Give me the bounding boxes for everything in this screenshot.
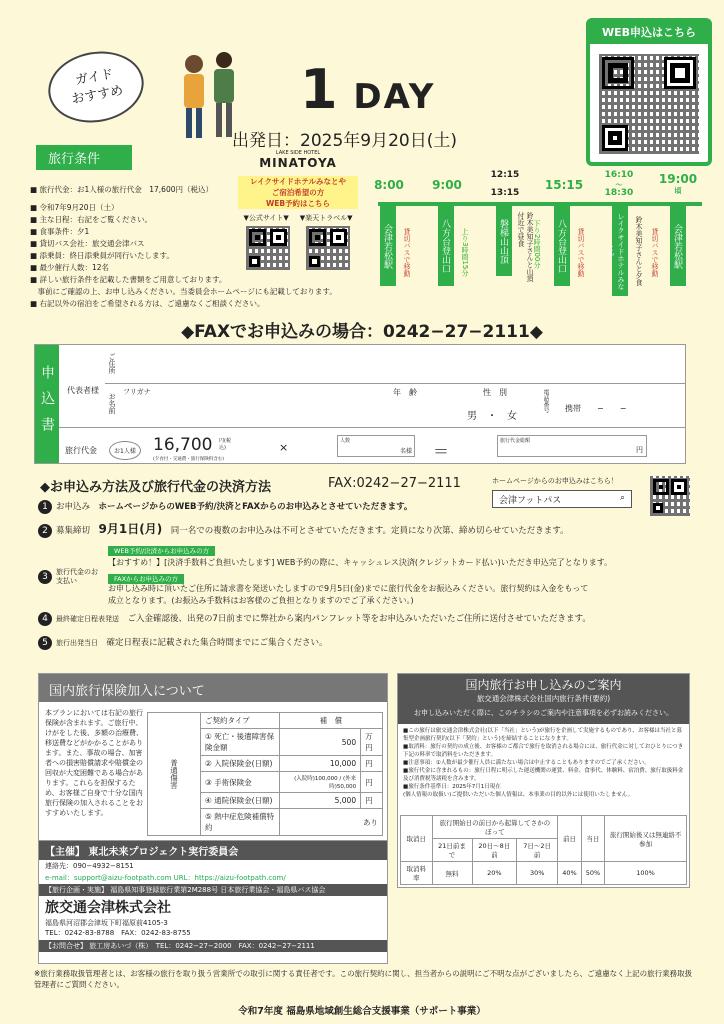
search-text: 会津フットパス (499, 496, 562, 506)
condition-item: ■ 食事条件：夕1 (30, 227, 90, 236)
price-yen: 円(税込) (219, 438, 231, 451)
insurance-table (147, 712, 383, 836)
notice-item: ■旅行代金に含まれるもの：旅行日程に明示した運送機関の運賃、料金、食事代、体験料、宿泊費、旅行取扱料金及び消費税等諸税を含みます。 (403, 768, 684, 782)
time-5: 16:10 (604, 170, 634, 180)
plan-label: 【旅行企画・実施】 (45, 886, 108, 894)
stop-2: 磐梯山山頂 (496, 206, 512, 276)
stop-1: 八方台登山口 (438, 206, 454, 286)
insurance-title: 国内旅行保険加入について (39, 674, 387, 702)
time-8: 19:00 (658, 172, 698, 186)
time-7: 18:30 (604, 188, 634, 198)
note-5: 鈴木美知子さんと夕食 (635, 216, 643, 286)
table-row: ④ 通院保険金(日額) 5,000 円 (148, 793, 383, 809)
notice-item: (個人情報の取扱い)ご提供いただいた個人情報は、本事業の目的以外には使用いたしません。 (403, 792, 634, 798)
condition-item: ■ 詳しい旅行条件を記載した書類をご用意しております。 (30, 275, 227, 284)
badge-line2: おすすめ (70, 83, 125, 108)
time-6: ～ (615, 181, 623, 189)
table-row: ① 死亡・後遺障害保険金額 500 万円 (148, 729, 383, 756)
method-row-3: 3 旅行代金のお支払い WEB予約/決済からお申込みの方 【おすすめ！】[決済手数料ご負担いたします] WEB予約の際に、キャッシュレス決済(クレジットカード払い)いただき申込完了となります。 FAXからお申込みの方 お申し込み時に頂いたご住所に請求書を発送いたしますので9月5日(金)までに旅行代金をお振込みください。旅行契約は入金をもって 成立となります。(お振込み手数料はお客様のご負担となりますのでご了承ください。) (38, 544, 638, 608)
hotel-name: MINATOYA (259, 156, 337, 170)
method-row-1: 1 お申込み ホームページからのWEB予約/決済とFAXからのお申込みとさせていただきます。 (38, 500, 638, 514)
hotel-h2: ご宿泊希望の方 (271, 188, 325, 197)
condition-item: ■ 貸切バス会社：旅交通会津バス (30, 239, 145, 248)
org-mail[interactable]: e-mail：support@aizu-footpath.com URL：https://aizu-footpath.com/ (45, 874, 286, 882)
ins-col1: ご契約タイプ (201, 713, 280, 729)
times-sign: × (279, 441, 289, 454)
r4-label: 最終確定日程表発送 (56, 615, 119, 623)
method-row-2: 2 募集締切 9月1日(月) 同一名での複数のお申込みは不可とさせていただきます。定員になり次第、締め切らせていただきます。 (38, 522, 638, 538)
condition-item: 事前にご確認の上、お申し込みください。当委員会ホームページにも記載しております。 (30, 287, 337, 296)
hotel-h1: レイクサイドホテルみなとや (249, 177, 347, 186)
condition-item: ■ 右記以外の宿泊をご希望される方は、ご遠慮なくご相談ください。 (30, 299, 265, 308)
r1-text: ホームページからのWEB予約/決済とFAXからのお申込みとさせていただきます。 (98, 502, 413, 512)
condition-item: ■ 主な日程：右記をご覧ください。 (30, 215, 152, 224)
fee-label: 旅行代金 (65, 446, 97, 455)
time-1: 9:00 (432, 178, 462, 192)
title-1day: 1 DAY (300, 58, 436, 121)
insurance-desc: 本プランにおいては右記の旅行保険が含まれます。ご旅行中、けがをした後、多額の治療費、移送費などがかかることがあります。また、事故の場合、加害者への損害賠償請求や賠償金の回収が大変困難である場合があります。これらを担保するため、お客様ご自身で十分な国内旅行保険の加入されることをおすすめいたします。 (45, 709, 143, 817)
notice-sub: 旅交通会津株式会社国内旅行条件(要約) (476, 694, 611, 703)
application-form (34, 344, 686, 464)
time-9: 頃 (674, 187, 682, 195)
hotel-sub: LAKE SIDE HOTEL (275, 150, 321, 156)
name-label: お名前 (108, 393, 116, 414)
r3-label: 旅行代金のお支払い (56, 568, 98, 585)
condition-item: ■ 添乗員：終日添乗員が同行いたします。 (30, 251, 174, 260)
age-label: 年 齢 (393, 388, 417, 397)
plan-header (39, 884, 387, 896)
departure-date: 出発日：2025年9月20日(土) (232, 131, 457, 151)
web-qr-code[interactable] (599, 54, 699, 154)
notice-sub2: お申し込みいただく際に、このチラシのご案内や注意事項を必ずお読みください。 (414, 709, 673, 717)
r2-text: 同一名での複数のお申込みは不可とさせていただきます。定員になり次第、締め切らせていただきます。 (170, 526, 569, 536)
r5-text: 確定日程表に記載された集合時間までにご集合ください。 (106, 638, 328, 648)
hotel-highlight (238, 176, 358, 209)
price-value: 16,700 (153, 435, 213, 455)
note-3: 下り2時間00分 (533, 220, 541, 269)
notice-panel (397, 673, 690, 888)
r3-fax1: お申し込み時に頂いたご住所に請求書を発送いたしますので9月5日(金)までに旅行代金をお振込みください。旅行契約は入金をもって (108, 584, 589, 593)
note-0: 貸切バスで移動 (403, 228, 411, 277)
condition-item: ■ 令和7年9月20日（土） (30, 203, 119, 212)
cancel-table: 取消日 旅行開始日の前日から起算してさかのぼって 前日 当日 旅行開始後又は無連絡不参加 21日前まで 20日〜8日前 7日〜2日前 取消料率 無料 20% 30% 40% 50% 100% (400, 815, 687, 885)
note-2: 鈴木美知子さんと山頂付近で昼食 (517, 212, 534, 282)
r2-label: 募集締切 (56, 526, 91, 536)
fax-title: ◆FAXでお申込みの場合：0242−27−2111◆ (181, 322, 543, 342)
mobile-dash[interactable]: − − (597, 404, 627, 413)
org-panel (38, 840, 388, 964)
equals-sign: ＝ (433, 442, 450, 461)
org-header (39, 841, 387, 860)
form-side-label: 申込書 (35, 345, 59, 463)
hotel-site-qr[interactable] (246, 226, 290, 270)
badge-line1: ガイド (73, 66, 115, 89)
condition-item: ■ 最少催行人数：12名 (30, 263, 110, 272)
sex-value[interactable]: 男 ・ 女 (467, 411, 517, 422)
hotel-site-label: ▼公式サイト▼ (243, 214, 289, 222)
method-row-5: 5 旅行出発当日 確定日程表に記載された集合時間までにご集合ください。 (38, 636, 638, 650)
notice-item: ■旅行条件基準日：2025年7月1日現在 (403, 784, 501, 790)
org-label: 【主催】 (45, 847, 85, 858)
contact-bar (39, 940, 387, 952)
method-fax: FAX:0242−27−2111 (328, 476, 461, 491)
guide-recommend-badge (43, 44, 150, 130)
table-row: ⑤ 熱中症危険補償特約 あり (148, 809, 383, 836)
r5-label: 旅行出発当日 (56, 639, 98, 647)
org-name: 東北未来プロジェクト実行委員会 (88, 847, 239, 858)
footer-credit: 令和7年度 福島県地域創生総合支援事業（サポート事業） (238, 1006, 486, 1017)
table-row: 取消料率 無料 20% 30% 40% 50% 100% (401, 862, 687, 885)
address-label: ご住所 (108, 353, 116, 374)
time-2: 12:15 (490, 170, 520, 180)
notice-items (398, 724, 689, 802)
hotel-rakuten-label: ▼楽天トラベル▼ (299, 214, 353, 222)
table-row: ② 入院保険金(日額) 10,000 円 (148, 756, 383, 772)
stop-0: 会津若松駅 (380, 206, 396, 286)
r3-fax2: 成立となります。(お振込み手数料はお客様のご負担となりますのでご了承ください。) (108, 596, 414, 605)
time-4: 15:15 (544, 178, 584, 192)
note-6: 貸切バスで移動 (651, 228, 659, 277)
mobile-label: 携帯 (565, 404, 581, 413)
note-4: 貸切バスで移動 (577, 228, 585, 277)
schedule (370, 170, 710, 310)
sex-label: 性 別 (483, 388, 507, 397)
tag-web: WEB予約/決済からお申込みの方 (108, 546, 215, 556)
plan-text: 福島県知事登録旅行業第2M288号 (110, 886, 219, 894)
tag-fax: FAXからお申込みの方 (108, 574, 184, 584)
search-icon: ⌕ (619, 493, 625, 503)
notice-item: ■注意事項：①人数が最少催行人員に満たない場合は中止することもありますのでご了承ください。 (403, 760, 650, 766)
hotel-rakuten-qr[interactable] (306, 226, 350, 270)
furigana-label: フリガナ (123, 388, 151, 396)
notice-item: ■取消料：旅行の契約の成立後、お客様のご都合で旅行を取消される場合には、旅行代金に対しておひとりにつき下記の料率で取消料をいただきます。 (403, 744, 684, 758)
stop-3: 八方台登山口 (554, 206, 570, 286)
org-tel: 連絡先：090−4932−8151 (45, 862, 134, 870)
price-note: (夕食付・交通費・旅行保険料含む) (153, 457, 225, 462)
org-company: 旅交通会津株式会社 (45, 900, 171, 916)
r1-label: お申込み (56, 502, 91, 512)
r3-web: 【おすすめ！】[決済手数料ご負担いたします] WEB予約の際に、キャッシュレス決済(クレジットカード払い)いただき申込完了となります。 (108, 558, 613, 567)
plan-assoc: 日本旅行業協会・福島県バス協会 (220, 886, 326, 894)
conditions-heading: 旅行条件 (36, 145, 132, 170)
org-addr: 福島県河沼郡会津坂下町福原前4105-3 (45, 919, 168, 927)
org-tel2: TEL：0242-83-8788 FAX：0242-83-8755 (45, 929, 191, 937)
r4-text: ご入金確認後、出発の7日前までに弊社から案内パンフレット等をお申込みいただいたご住所に送付させていただきます。 (127, 614, 591, 624)
r2-date: 9月1日(月) (98, 522, 163, 536)
people-label: 人数 (340, 438, 351, 444)
total-box[interactable] (497, 435, 647, 457)
people-unit: 名様 (399, 448, 412, 455)
rep-label: 代表者様 (67, 386, 99, 395)
notice-title: 国内旅行お申し込みのご案内 (465, 678, 622, 692)
hotel-h3: WEB予約はこちら (265, 199, 331, 208)
ins-col2: 補 償 (279, 713, 382, 729)
total-unit: 円 (636, 446, 643, 454)
people-box[interactable] (337, 435, 415, 457)
contact-text: 旅工房あいづ（株） TEL：0242−27−2000 FAX：0242−27−2111 (89, 942, 315, 950)
total-label: 旅行代金総額 (500, 438, 531, 444)
notice-header (398, 674, 689, 724)
tel-label: 電話番号 (542, 389, 549, 413)
hotel-box (238, 150, 358, 270)
note-1: 上り3時間15分 (461, 228, 469, 277)
hp-label: ホームページからのお申込みはこちら！ (492, 477, 618, 485)
time-0: 8:00 (374, 178, 404, 192)
condition-item: ■ 旅行代金：お1人様の旅行代金 17,600円（税込） (30, 185, 213, 194)
web-qr-panel[interactable] (586, 18, 712, 166)
ins-side: 普通傷害 (148, 713, 201, 836)
table-row: ③ 手術保険金 (入院時)100,000 / (外来時)50,000 円 (148, 772, 383, 793)
time-3: 13:15 (490, 188, 520, 198)
stop-4: レイクサイドホテルみなとや (612, 206, 628, 296)
stop-5: 会津若松駅 (670, 206, 686, 286)
method-row-4: 4 最終確定日程表発送 ご入金確認後、出発の7日前までに弊社から案内パンフレット等をお申込みいただいたご住所に送付させていただきます。 (38, 612, 638, 626)
per-person: お1人様 (109, 441, 141, 460)
contact-label: 【お問合せ】 (45, 942, 87, 950)
method-title: ◆お申込み方法及び旅行代金の決済方法 (40, 480, 271, 495)
notice-item: ■この旅行は旅交通会津株式会社(以下「当社」という)が旅行を企画して実施するものであり、お客様は当社と募集型企画旅行契約(以下「契約」という)を締結することになります。 (403, 728, 682, 742)
hp-qr-code[interactable] (650, 476, 690, 516)
web-qr-label: WEB申込はこちら (590, 22, 708, 44)
footnote: ※旅行業務取扱管理者とは、お客様の旅行を取り扱う営業所での取引に関する責任者です。この旅行契約に関し、担当者からの説明にご不明な点がございましたら、ご遠慮なく上記の旅行業務取扱管理者にご質問ください。 (34, 969, 693, 989)
